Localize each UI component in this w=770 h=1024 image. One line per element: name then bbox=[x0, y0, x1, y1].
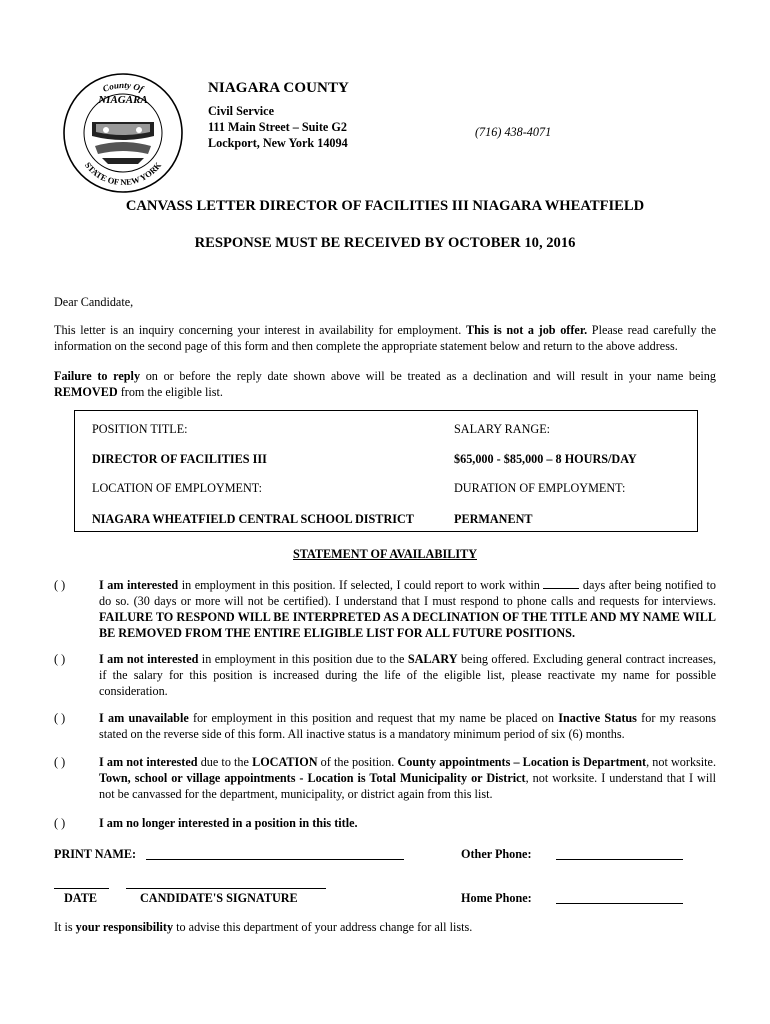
position-title-label: POSITION TITLE: bbox=[92, 422, 188, 436]
option-unavailable-checkbox[interactable]: ( ) bbox=[54, 711, 66, 725]
intro-text-1: This letter is an inquiry concerning your interest in availability for employment. bbox=[54, 323, 466, 337]
opt4-text-4: , not worksite. I understand that I will not be canvassed for the department, municipality, or district again from this list. bbox=[99, 771, 716, 802]
salary-range-value: $65,000 - $85,000 – 8 HOURS/DAY bbox=[454, 452, 637, 466]
seal-text-top: County Of bbox=[101, 79, 145, 94]
date-label: DATE bbox=[64, 891, 97, 905]
date-line[interactable] bbox=[54, 888, 109, 889]
opt1-text-2: days after being notified to do so. (30 days or more will not be certified). I understand that I must respond to phone calls and requests for interviews. bbox=[99, 578, 716, 609]
opt3-text-1: for employment in this position and request that my name be placed on bbox=[188, 711, 559, 725]
opt2-lead: I am not interested bbox=[99, 652, 199, 666]
opt4-town: Town, school or village appointments - Location is Total Municipality or District bbox=[99, 771, 526, 786]
intro-text-2: Please read carefully the information on the second page of this form and then complete the appropriate statement below and return to the above address. bbox=[54, 323, 716, 354]
option-location-text bbox=[99, 754, 716, 802]
opt2-text-1: in employment in this position due to the bbox=[198, 652, 408, 666]
home-phone-label: Home Phone: bbox=[461, 891, 532, 905]
intro-paragraph bbox=[54, 322, 716, 354]
failure-to-reply-text: Failure to reply bbox=[54, 369, 141, 383]
opt3-lead: I am unavailable bbox=[99, 711, 189, 725]
duration-label: DURATION OF EMPLOYMENT: bbox=[454, 481, 626, 495]
not-job-offer-text: This is not a job offer. bbox=[465, 323, 588, 337]
opt2-salary: SALARY bbox=[407, 652, 458, 666]
county-seal-icon bbox=[62, 72, 184, 194]
option-location-checkbox[interactable]: ( ) bbox=[54, 755, 66, 769]
duration-value: PERMANENT bbox=[454, 512, 533, 526]
opt1-lead: I am interested bbox=[99, 578, 179, 592]
letter-title: CANVASS LETTER DIRECTOR OF FACILITIES III NIAGARA WHEATFIELD bbox=[125, 198, 645, 214]
opt5-text: I am no longer interested in a position in this title. bbox=[99, 816, 358, 830]
option-salary-checkbox[interactable]: ( ) bbox=[54, 652, 66, 666]
header-address-block bbox=[208, 79, 349, 151]
county-seal bbox=[62, 72, 184, 194]
position-info-box bbox=[74, 410, 698, 532]
seal-text-bottom: STATE OF NEW YORK bbox=[82, 160, 164, 188]
option-interested-checkbox[interactable]: ( ) bbox=[54, 578, 66, 592]
home-phone-line[interactable] bbox=[556, 903, 683, 904]
option-salary-text bbox=[99, 651, 716, 699]
failure-paragraph bbox=[54, 368, 716, 400]
option-unavailable-text bbox=[99, 710, 716, 742]
failure-text-2: from the eligible list. bbox=[117, 385, 223, 400]
org-name: NIAGARA COUNTY bbox=[208, 80, 349, 96]
option-interested-text bbox=[99, 577, 716, 641]
signature-line[interactable] bbox=[126, 888, 326, 889]
print-name-label: PRINT NAME: bbox=[54, 847, 137, 861]
opt4-text-2: of the position. bbox=[317, 755, 398, 769]
option-no-longer-text bbox=[99, 815, 716, 831]
opt1-text-1: in employment in this position. If selected, I could report to work within bbox=[178, 578, 544, 592]
removed-text: REMOVED bbox=[54, 385, 118, 400]
opt4-county: County appointments – Location is Department bbox=[397, 755, 647, 769]
city-address: Lockport, New York 14094 bbox=[208, 135, 348, 150]
days-blank-field[interactable] bbox=[543, 588, 579, 589]
opt4-text-3: , not worksite. bbox=[646, 755, 717, 769]
footer-responsibility: your responsibility bbox=[75, 920, 174, 934]
opt3-text-2: for my reasons stated on the reverse side of this form. All inactive status is a mandatory minimum period of six (6) months. bbox=[99, 711, 717, 742]
footer-text-1: It is bbox=[54, 920, 76, 934]
opt2-text-2: being offered. Excluding general contract increases, if the salary for this position is increased during the life of the eligible list, please reactivate my name for possible consideration. bbox=[99, 652, 717, 699]
salutation: Dear Candidate, bbox=[54, 295, 134, 309]
response-deadline: RESPONSE MUST BE RECEIVED BY OCTOBER 10, 2016 bbox=[194, 235, 576, 251]
opt4-location: LOCATION bbox=[252, 755, 318, 769]
statement-heading: STATEMENT OF AVAILABILITY bbox=[293, 547, 477, 561]
location-label: LOCATION OF EMPLOYMENT: bbox=[92, 481, 263, 495]
footer-text-2: to advise this department of your address change for all lists. bbox=[173, 920, 473, 934]
failure-text-1: on or before the reply date shown above will be treated as a declination and will result in your name being bbox=[140, 369, 716, 383]
opt3-inactive: Inactive Status bbox=[558, 711, 637, 725]
location-value: NIAGARA WHEATFIELD CENTRAL SCHOOL DISTRICT bbox=[92, 512, 414, 526]
opt1-warning: FAILURE TO RESPOND WILL BE INTERPRETED AS A DECLINATION OF THE TITLE AND MY NAME WILL BE REMOVED FROM THE ENTIRE ELIGIBLE LIST FOR ALL FUTURE POSITIONS. bbox=[99, 610, 716, 641]
office-phone: (716) 438-4071 bbox=[475, 125, 552, 139]
dept-name: Civil Service bbox=[208, 103, 274, 118]
position-title-value: DIRECTOR OF FACILITIES III bbox=[92, 452, 267, 466]
other-phone-line[interactable] bbox=[556, 859, 683, 860]
seal-logo-text: NIAGARA bbox=[98, 94, 148, 106]
street-address: 111 Main Street – Suite G2 bbox=[208, 119, 347, 134]
salary-range-label: SALARY RANGE: bbox=[454, 422, 551, 436]
candidate-signature-label: CANDIDATE'S SIGNATURE bbox=[140, 891, 298, 905]
opt4-text-1: due to the bbox=[197, 755, 253, 769]
option-no-longer-checkbox[interactable]: ( ) bbox=[54, 816, 66, 830]
print-name-line[interactable] bbox=[146, 859, 404, 860]
opt4-lead: I am not interested bbox=[99, 755, 198, 769]
footer-note bbox=[54, 919, 716, 935]
other-phone-label: Other Phone: bbox=[461, 847, 532, 861]
svg-text:County Of bbox=[101, 80, 146, 94]
